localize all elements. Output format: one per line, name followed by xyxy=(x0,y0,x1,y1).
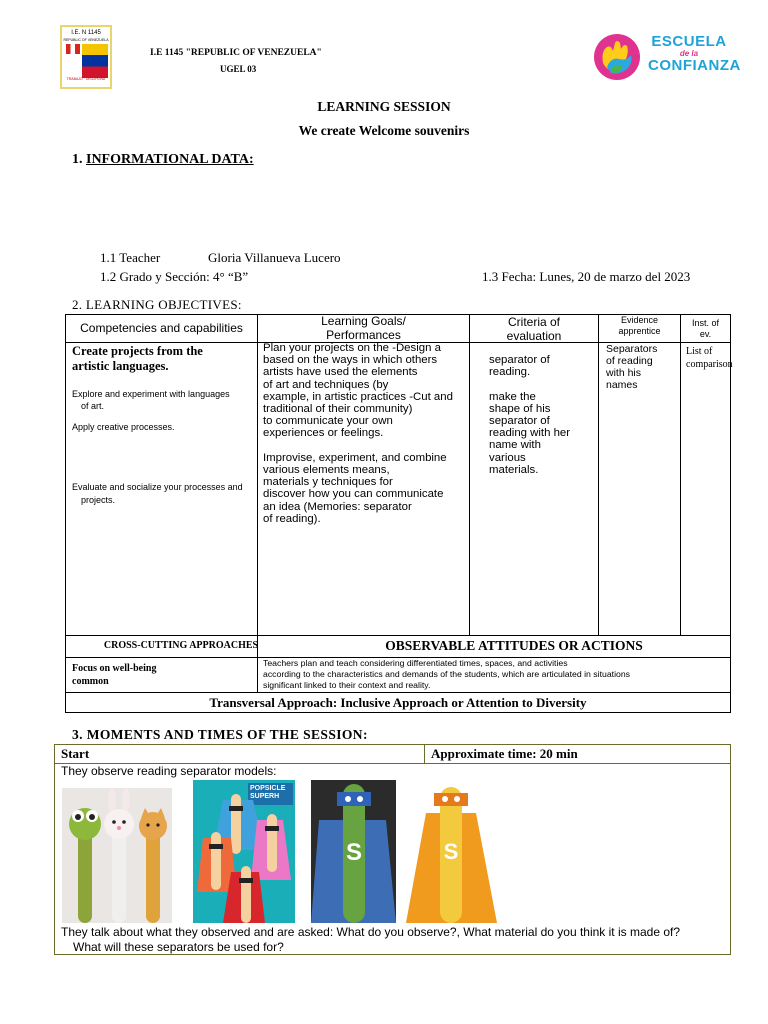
criteria-line: various xyxy=(489,451,526,464)
goal-line: discover how you can communicate xyxy=(263,488,444,501)
capability-explore xyxy=(72,388,230,412)
goal-line: various elements means, xyxy=(263,464,390,477)
escuela-confianza-brand xyxy=(648,33,741,74)
goal-line: to communicate your own xyxy=(263,415,393,428)
goal-line: materials y techniques for xyxy=(263,476,393,489)
table-border xyxy=(257,314,258,693)
session-border xyxy=(54,744,731,745)
header-goals-line2: Performances xyxy=(326,328,401,342)
competency-title xyxy=(72,344,203,374)
session-date: 1.3 Fecha: Lunes, 20 de marzo del 2023 xyxy=(482,269,691,284)
wellbeing-approach xyxy=(72,662,156,688)
capability-evaluate-line1: Evaluate and socialize your processes and xyxy=(72,482,243,492)
goal-line: experiences or feelings. xyxy=(263,427,384,440)
goal-line: Plan your projects on the -Design a xyxy=(263,342,441,354)
venezuela-flag-icon xyxy=(82,44,108,78)
peru-flag-icon xyxy=(66,44,80,54)
goal-line: an idea (Memories: separator xyxy=(263,500,412,513)
header-evidence-line1: Evidence xyxy=(620,315,659,325)
header-instrument xyxy=(681,318,730,340)
header-inst-line2: ev. xyxy=(699,329,712,339)
header-evidence xyxy=(599,315,680,337)
talk-line2: What will these separators be used for? xyxy=(73,940,284,954)
competency-title-line1: Create projects from the xyxy=(72,344,203,358)
learning-goals-text xyxy=(263,342,493,525)
criteria-line: separator of xyxy=(489,415,550,428)
evaluation-criteria-text xyxy=(489,354,599,476)
instrument-text xyxy=(686,345,733,371)
instrument-line: comparison xyxy=(686,359,733,370)
table-border xyxy=(680,314,681,636)
brand-line-3: CONFIANZA xyxy=(648,57,741,74)
goal-line xyxy=(263,440,493,452)
section-1-label: INFORMATIONAL DATA: xyxy=(86,152,254,167)
criteria-line: name with xyxy=(489,439,541,452)
goal-line: of reading). xyxy=(263,512,321,525)
grade-section: 1.2 Grado y Sección: 4° “B” xyxy=(100,269,249,284)
brand-line-2: de la xyxy=(679,49,699,58)
transversal-approach: Transversal Approach: Inclusive Approach or Attention to Diversity xyxy=(209,695,587,710)
capability-apply: Apply creative processes. xyxy=(72,422,175,432)
approximate-time: Approximate time: 20 min xyxy=(431,746,578,761)
document-subtitle: We create Welcome souvenirs xyxy=(298,123,470,138)
section-2-heading: 2. LEARNING OBJECTIVES: xyxy=(72,297,242,312)
section-1-number: 1. xyxy=(72,152,83,167)
cross-cutting-heading: CROSS-CUTTING APPROACHES xyxy=(103,640,259,651)
hands-logo-icon xyxy=(593,33,641,81)
criteria-line: shape of his xyxy=(489,402,551,415)
header-criteria-line2: evaluation xyxy=(506,329,562,343)
criteria-line: make the xyxy=(489,390,536,403)
goal-line: example, in artistic practices -Cut and xyxy=(263,390,453,403)
evidence-line: names xyxy=(606,379,638,391)
capability-evaluate-line2: projects. xyxy=(81,495,116,505)
svg-text:S: S xyxy=(443,839,459,864)
wellbeing-text-line: according to the characteristics and demands of the students, which are articulated in situations xyxy=(263,669,631,679)
header-criteria xyxy=(470,315,598,343)
criteria-line: separator of xyxy=(489,354,550,366)
criteria-line: materials. xyxy=(489,463,539,476)
evidence-text xyxy=(606,343,678,391)
wellbeing-description xyxy=(263,658,727,691)
table-border xyxy=(65,692,731,693)
start-moment-label: Start xyxy=(61,746,90,761)
brand-line-1: ESCUELA xyxy=(651,33,727,50)
competency-title-line2: artistic languages. xyxy=(72,359,169,373)
popsicle-label: POPSICLE SUPERH xyxy=(248,783,293,805)
teacher-label: 1.1 Teacher xyxy=(100,250,161,265)
wellbeing-text-line: significant linked to their context and reality. xyxy=(263,680,431,690)
criteria-line: reading with her xyxy=(489,427,571,440)
session-border xyxy=(730,744,731,955)
wellbeing-text-line: Teachers plan and teach considering differentiated times, spaces, and activities xyxy=(263,658,568,668)
session-border xyxy=(54,744,55,955)
evidence-line: Separators xyxy=(606,343,658,355)
svg-text:S: S xyxy=(345,839,363,866)
school-logo xyxy=(60,25,112,89)
talk-activity xyxy=(61,925,726,955)
school-name: I.E 1145 "REPUBLIC OF VENEZUELA" xyxy=(150,48,322,58)
teacher-name: Gloria Villanueva Lucero xyxy=(208,250,341,265)
logo-text-sub: REPUBLIC OF VENEZUELA xyxy=(63,38,109,42)
goal-line: of art and techniques (by xyxy=(263,378,389,391)
logo-motto: TRABAJO · DISCIPLINA xyxy=(66,77,106,81)
header-learning-goals xyxy=(258,314,469,342)
photo-yellow-hero-bookmark xyxy=(406,783,497,923)
goal-line: based on the ways in which others xyxy=(263,354,438,367)
header-inst-line1: Inst. of xyxy=(691,318,719,328)
logo-text-top: I.E. N 1145 xyxy=(71,30,101,36)
wellbeing-line1: Focus on well-being xyxy=(72,663,157,674)
header-criteria-line1: Criteria of xyxy=(507,315,560,329)
header-goals-line1: Learning Goals/ xyxy=(321,314,406,328)
goal-line: Improvise, experiment, and combine xyxy=(263,451,447,464)
photo-superhero-popsicles xyxy=(193,780,295,923)
evidence-line: with his xyxy=(606,367,642,379)
photo-animal-bookmarks xyxy=(62,788,172,923)
table-border xyxy=(65,635,731,636)
header-evidence-line2: apprentice xyxy=(618,326,661,336)
ugel-label: UGEL 03 xyxy=(220,64,257,74)
capability-evaluate xyxy=(72,481,243,507)
section-3-heading: 3. MOMENTS AND TIMES OF THE SESSION: xyxy=(72,727,368,742)
evidence-line: of reading xyxy=(606,355,653,367)
goal-line: traditional of their community) xyxy=(263,403,413,416)
instrument-line: List of xyxy=(686,346,713,357)
criteria-line: reading. xyxy=(489,366,531,379)
capability-explore-line2: of art. xyxy=(81,401,105,411)
attitudes-heading: OBSERVABLE ATTITUDES OR ACTIONS xyxy=(385,638,643,653)
capability-explore-line1: Explore and experiment with languages xyxy=(72,389,230,399)
wellbeing-line2: common xyxy=(72,676,109,687)
talk-line1: They talk about what they observed and are asked: What do you observe?, What material do you think it is made of? xyxy=(61,925,681,939)
goal-line: artists have used the elements xyxy=(263,366,418,379)
criteria-line xyxy=(489,378,599,390)
table-border xyxy=(65,314,66,713)
document-title: LEARNING SESSION xyxy=(317,99,451,114)
section-1-heading xyxy=(72,152,254,168)
table-border xyxy=(65,712,731,713)
session-border xyxy=(424,744,425,764)
header-competencies: Competencies and capabilities xyxy=(80,321,243,335)
observe-activity: They observe reading separator models: xyxy=(61,764,277,778)
photo-green-hero-bookmark xyxy=(311,780,396,923)
